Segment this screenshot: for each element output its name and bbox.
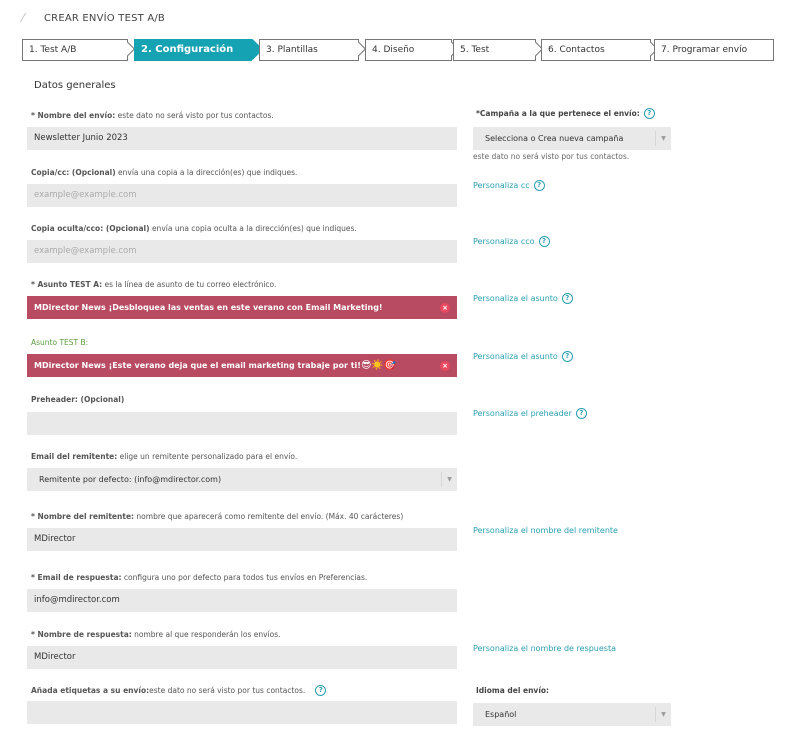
preheader-input[interactable]: [27, 412, 457, 435]
help-icon[interactable]: ?: [576, 408, 587, 419]
idioma-select[interactable]: Español ▼: [473, 703, 671, 726]
personaliza-asunto-a-link[interactable]: Personaliza el asunto ?: [473, 293, 573, 304]
chevron-down-icon: ▼: [655, 131, 671, 146]
nombre-envio-input[interactable]: Newsletter Junio 2023: [27, 127, 457, 150]
etiquetas-label: Añada etiquetas a su envío: este dato no será visto por tus contactos. ?: [31, 685, 326, 696]
chevron-down-icon: ▼: [655, 707, 671, 722]
email-remitente-label: Email del remitente: elige un remitente personalizado para el envío.: [31, 452, 298, 461]
help-icon[interactable]: ?: [539, 236, 550, 247]
personaliza-asunto-b-link[interactable]: Personaliza el asunto ?: [473, 351, 573, 362]
step-configuracion[interactable]: 2. Configuración: [134, 39, 252, 61]
personaliza-cco-link[interactable]: Personaliza cco ?: [473, 236, 550, 247]
emoji-icons: 😎☀️🎯: [360, 360, 397, 371]
asunto-a-label: * Asunto TEST A: es la línea de asunto de tu correo electrónico.: [31, 280, 277, 289]
campana-label: *Campaña a la que pertenece el envío: ?: [476, 108, 655, 119]
clear-icon[interactable]: ×: [440, 361, 450, 371]
personaliza-cc-link[interactable]: Personaliza cc ?: [473, 180, 545, 191]
page-title: CREAR ENVÍO TEST A/B: [44, 12, 165, 24]
cco-input[interactable]: example@example.com: [27, 240, 457, 263]
asunto-a-input[interactable]: MDirector News ¡Desbloquea las ventas en este verano con Email Marketing! ×: [27, 296, 457, 319]
section-title: Datos generales: [34, 80, 116, 91]
asunto-b-label: Asunto TEST B:: [31, 338, 89, 347]
step-test[interactable]: 5. Test: [453, 39, 536, 61]
step-plantillas[interactable]: 3. Plantillas: [259, 39, 359, 61]
magic-wand-icon: ⁄: [22, 11, 25, 25]
nombre-remitente-label: * Nombre del remitente: nombre que aparecerá como remitente del envío. (Máx. 40 carácteres): [31, 512, 404, 521]
personaliza-preheader-link[interactable]: Personaliza el preheader ?: [473, 408, 587, 419]
etiquetas-input[interactable]: [27, 701, 457, 724]
email-respuesta-input[interactable]: info@mdirector.com: [27, 589, 457, 612]
wizard-steps: [22, 39, 774, 61]
cc-label: Copia/cc: (Opcional) envía una copia a la dirección(es) que indiques.: [31, 168, 298, 177]
clear-icon[interactable]: ×: [440, 303, 450, 313]
help-icon[interactable]: ?: [562, 293, 573, 304]
idioma-label: Idioma del envío:: [476, 686, 550, 695]
page-header: [22, 10, 165, 26]
chevron-down-icon: ▼: [441, 472, 457, 487]
help-icon[interactable]: ?: [315, 685, 326, 696]
email-respuesta-label: * Email de respuesta: configura uno por defecto para todos tus envíos en Preferencias.: [31, 573, 368, 582]
campana-select[interactable]: Selecciona o Crea nueva campaña ▼: [473, 127, 671, 150]
personaliza-nombre-respuesta-link[interactable]: Personaliza el nombre de respuesta: [473, 644, 616, 653]
nombre-respuesta-input[interactable]: MDirector: [27, 646, 457, 669]
help-icon[interactable]: ?: [644, 108, 655, 119]
cco-label: Copia oculta/cco: (Opcional) envía una copia oculta a la dirección(es) que indiques.: [31, 224, 357, 233]
cc-input[interactable]: example@example.com: [27, 184, 457, 207]
step-test-ab[interactable]: 1. Test A/B: [22, 39, 128, 61]
nombre-respuesta-label: * Nombre de respuesta: nombre al que responderán los envíos.: [31, 630, 281, 639]
personaliza-nombre-remitente-link[interactable]: Personaliza el nombre del remitente: [473, 526, 618, 535]
asunto-b-input[interactable]: MDirector News ¡Este verano deja que el email marketing trabaje por ti!😎☀️🎯 ×: [27, 354, 457, 377]
step-programar-envio[interactable]: 7. Programar envío: [654, 39, 774, 61]
step-contactos[interactable]: 6. Contactos: [541, 39, 651, 61]
help-icon[interactable]: ?: [534, 180, 545, 191]
email-remitente-select[interactable]: Remitente por defecto: (info@mdirector.com) ▼: [27, 468, 457, 491]
nombre-envio-label: * Nombre del envío: este dato no será visto por tus contactos.: [31, 111, 274, 120]
step-diseno[interactable]: 4. Diseño: [365, 39, 452, 61]
campana-note: este dato no será visto por tus contactos.: [473, 152, 630, 161]
preheader-label: Preheader: (Opcional): [31, 395, 125, 404]
nombre-remitente-input[interactable]: MDirector: [27, 528, 457, 551]
help-icon[interactable]: ?: [562, 351, 573, 362]
